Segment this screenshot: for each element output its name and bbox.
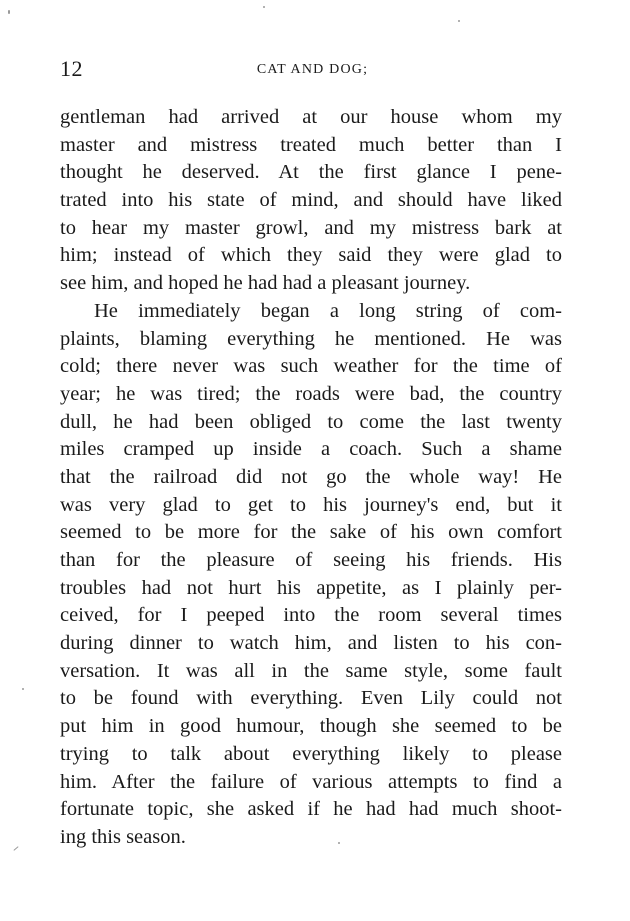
text-line: him; instead of which they said they were glad to [60, 244, 562, 267]
scan-speck [22, 688, 24, 690]
text-line: gentleman had arrived at our house whom my [60, 106, 562, 128]
text-line: see him, and hoped he had had a pleasant journey. [60, 272, 471, 295]
text-line: versation. It was all in the same style, some fault [60, 659, 562, 682]
scan-speck [338, 842, 340, 844]
page-header [60, 56, 565, 86]
page-number: 12 [60, 56, 83, 81]
text-line: ceived, for I peeped into the room several times [60, 604, 562, 627]
text-line: to hear my master growl, and my mistress bark at [60, 216, 562, 239]
running-head: CAT AND DOG; [256, 62, 369, 77]
text-line: cold; there never was such weather for the time of [60, 355, 562, 378]
body-text [60, 104, 562, 852]
text-line: plaints, blaming everything he mentioned. He was [60, 327, 562, 350]
text-line: was very glad to get to his journey's end, but it [60, 493, 562, 516]
text-line: trated into his state of mind, and should have liked [60, 189, 562, 212]
text-line: ing this season. [60, 825, 186, 848]
text-line: He immediately began a long string of com- [94, 299, 562, 322]
text-line: seemed to be more for the sake of his own comfort [60, 521, 562, 544]
text-line: that the railroad did not go the whole way! He [60, 465, 562, 488]
text-line: dull, he had been obliged to come the last twenty [60, 410, 562, 433]
text-line: year; he was tired; the roads were bad, the country [60, 382, 562, 405]
text-line: master and mistress treated much better than I [60, 133, 562, 156]
scan-speck [8, 10, 10, 14]
text-line: troubles had not hurt his appetite, as I plainly per- [60, 576, 562, 599]
scan-speck [458, 20, 460, 22]
scan-speck [263, 6, 265, 8]
text-line: trying to talk about everything likely to please [60, 742, 562, 765]
text-line: than for the pleasure of seeing his friends. His [60, 549, 562, 571]
text-line: to be found with everything. Even Lily could not [60, 687, 562, 710]
text-line: him. After the failure of various attempts to find a [60, 770, 562, 793]
text-line: thought he deserved. At the first glance I pene- [60, 161, 562, 184]
text-line: fortunate topic, she asked if he had had much shoot- [60, 798, 562, 821]
scan-speck [13, 846, 18, 851]
text-line: miles cramped up inside a coach. Such a shame [60, 438, 562, 461]
text-line: during dinner to watch him, and listen to his con- [60, 632, 562, 655]
text-line: put him in good humour, though she seemed to be [60, 715, 562, 738]
